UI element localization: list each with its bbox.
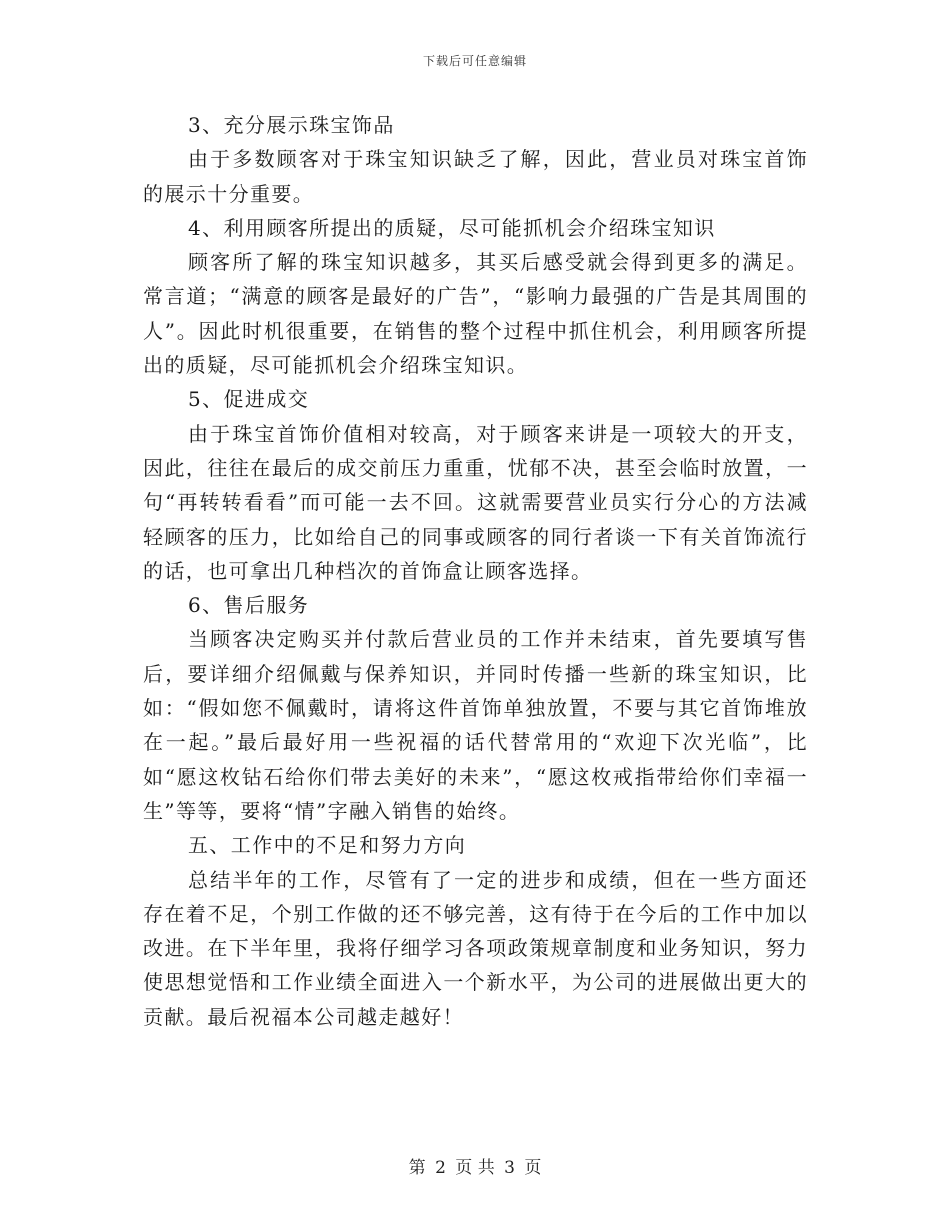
paragraph: 由于珠宝首饰价值相对较高，对于顾客来讲是一项较大的开支，因此，往往在最后的成交前压力重重，忧郁不决，甚至会临时放置，一句“再转转看看”而可能一去不回。这就需要营业员实行分心的方法减轻顾客的压力，比如给自己的同事或顾客的同行者谈一下有关首饰流行的话，也可拿出几种档次的首饰盒让顾客选择。 [143,421,808,583]
footer-prefix: 第 [408,1158,426,1178]
footer-middle: 页 共 [455,1158,495,1178]
section-heading: 3、充分展示珠宝饰品 [188,113,395,137]
section-heading: 五、工作中的不足和努力方向 [188,833,467,858]
document-body [143,108,808,1034]
paragraph: 由于多数顾客对于珠宝知识缺乏了解，因此，营业员对珠宝首饰的展示十分重要。 [143,147,808,206]
page-number: 2 [435,1158,446,1178]
footer-suffix: 页 [524,1158,542,1178]
page-header: 下载后可任意编辑 [422,54,527,68]
page-footer [0,1153,950,1178]
paragraph: 总结半年的工作，尽管有了一定的进步和成绩，但在一些方面还存在着不足，个别工作做的还不够完善，这有待于在今后的工作中加以改进。在下半年里，我将仔细学习各项政策规章制度和业务知识，努力使思想觉悟和工作业绩全面进入一个新水平，为公司的进展做出更大的贡献。最后祝福本公司越走越好！ [143,867,808,1029]
page-total: 3 [504,1158,515,1178]
section-heading: 4、利用顾客所提出的质疑，尽可能抓机会介绍珠宝知识 [188,215,716,240]
section-heading: 6、售后服务 [188,593,310,618]
paragraph: 顾客所了解的珠宝知识越多，其买后感受就会得到更多的满足。常言道；“满意的顾客是最好的广告”，“影响力最强的广告是其周围的人”。因此时机很重要，在销售的整个过程中抓住机会，利用顾客所提出的质疑，尽可能抓机会介绍珠宝知识。 [143,250,808,378]
paragraph: 当顾客决定购买并付款后营业员的工作并未结束，首先要填写售后，要详细介绍佩戴与保养知识，并同时传播一些新的珠宝知识，比如：“假如您不佩戴时，请将这件首饰单独放置，不要与其它首饰堆放在一起。”最后最好用一些祝福的话代替常用的“欢迎下次光临”，比如“愿这枚钻石给你们带去美好的未来”，“愿这枚戒指带给你们幸福一生”等等，要将“情”字融入销售的始终。 [143,627,808,823]
section-heading: 5、促进成交 [188,387,310,412]
